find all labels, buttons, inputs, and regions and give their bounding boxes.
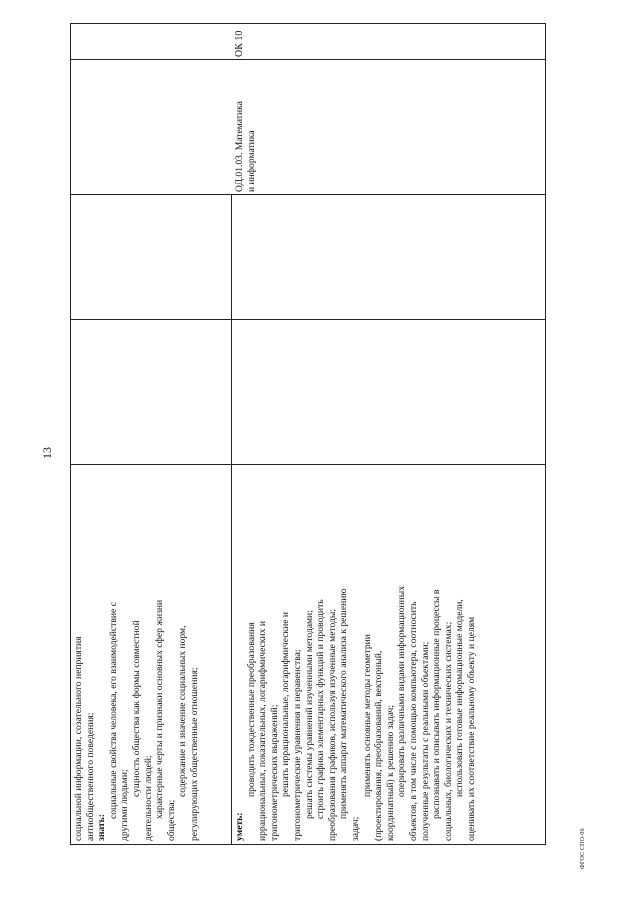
text-line: характерные черты и признаки основных сфер жизни xyxy=(154,599,166,819)
text-line: содержание и значение социальных норм, xyxy=(177,625,189,797)
text-line: применять основные методы геометрии xyxy=(361,634,373,797)
competence-code: ОК 10 xyxy=(234,30,245,57)
text-line: иррациональных, показательных, логарифмических и xyxy=(257,621,269,841)
text-line: оценивать их соответствие реальному объекту и целям xyxy=(465,616,477,841)
text-line: распознавать и описывать информационные процессы в xyxy=(431,589,443,819)
table-border-left xyxy=(71,844,545,845)
text-line: оперировать различными видами информационных xyxy=(396,585,408,797)
competency-table xyxy=(70,23,546,845)
text-line: координатный) к решению задач; xyxy=(384,705,396,841)
text-line: строить графики элементарных функций и проводить xyxy=(315,599,327,819)
text-line: применять аппарат математического анализа к решению xyxy=(338,588,350,819)
skills-cell xyxy=(234,467,546,841)
discipline-name: и информатика xyxy=(245,130,257,192)
column-divider-3 xyxy=(71,194,545,195)
text-line: общества; xyxy=(165,799,177,841)
text-line: социальных, биологических и технических системах; xyxy=(442,621,454,841)
column-divider-2 xyxy=(71,319,545,320)
text-line: другими людьми; xyxy=(119,769,131,841)
text-line: решать иррациональные, логарифмические и xyxy=(280,611,292,797)
table-border-right xyxy=(71,23,545,24)
text-line: задач; xyxy=(349,816,361,841)
text-line: сущность общества как формы совместной xyxy=(130,620,142,797)
row-divider xyxy=(231,195,232,845)
text-line: антиобщественного поведения; xyxy=(84,712,96,841)
page-number: 13 xyxy=(40,447,54,459)
text-line: социальной информации, созательного неприятия xyxy=(73,636,84,841)
text-line: (проектирования, преобразований, векторный, xyxy=(373,650,385,841)
section-heading-able: уметь: xyxy=(234,812,245,841)
text-line: решать системы уравнений изученными методами; xyxy=(303,610,315,819)
footer-standard-code: ФГОС СПО-06 xyxy=(580,828,586,869)
section-heading-know: знать: xyxy=(96,814,108,841)
text-line: регулирующих общественные отношения; xyxy=(188,667,200,841)
text-line: социальные свойства человека, его взаимодействие с xyxy=(107,602,119,819)
text-line: тригонометрических выражений; xyxy=(268,704,280,841)
text-line: объектов, в том числе с помощью компьютера, соотносить xyxy=(407,601,419,841)
knowledge-cell xyxy=(73,467,229,841)
text-line: деятельности людей; xyxy=(142,755,154,841)
discipline-cell xyxy=(234,62,274,192)
text-line: преобразования графиков, используя изученные методы; xyxy=(326,608,338,841)
text-line: тригонометрические уравнения и неравенства; xyxy=(291,649,303,841)
column-divider-1 xyxy=(71,464,545,465)
column-divider-4 xyxy=(71,59,545,60)
text-line: полученные результаты с реальными объектами; xyxy=(419,641,431,841)
competence-cell xyxy=(234,25,254,57)
text-line: проводить тождественные преобразования xyxy=(245,622,257,797)
discipline-code: ОД.01.03. Математика xyxy=(234,101,245,192)
text-line: использовать готовые информационные модели, xyxy=(454,599,466,797)
